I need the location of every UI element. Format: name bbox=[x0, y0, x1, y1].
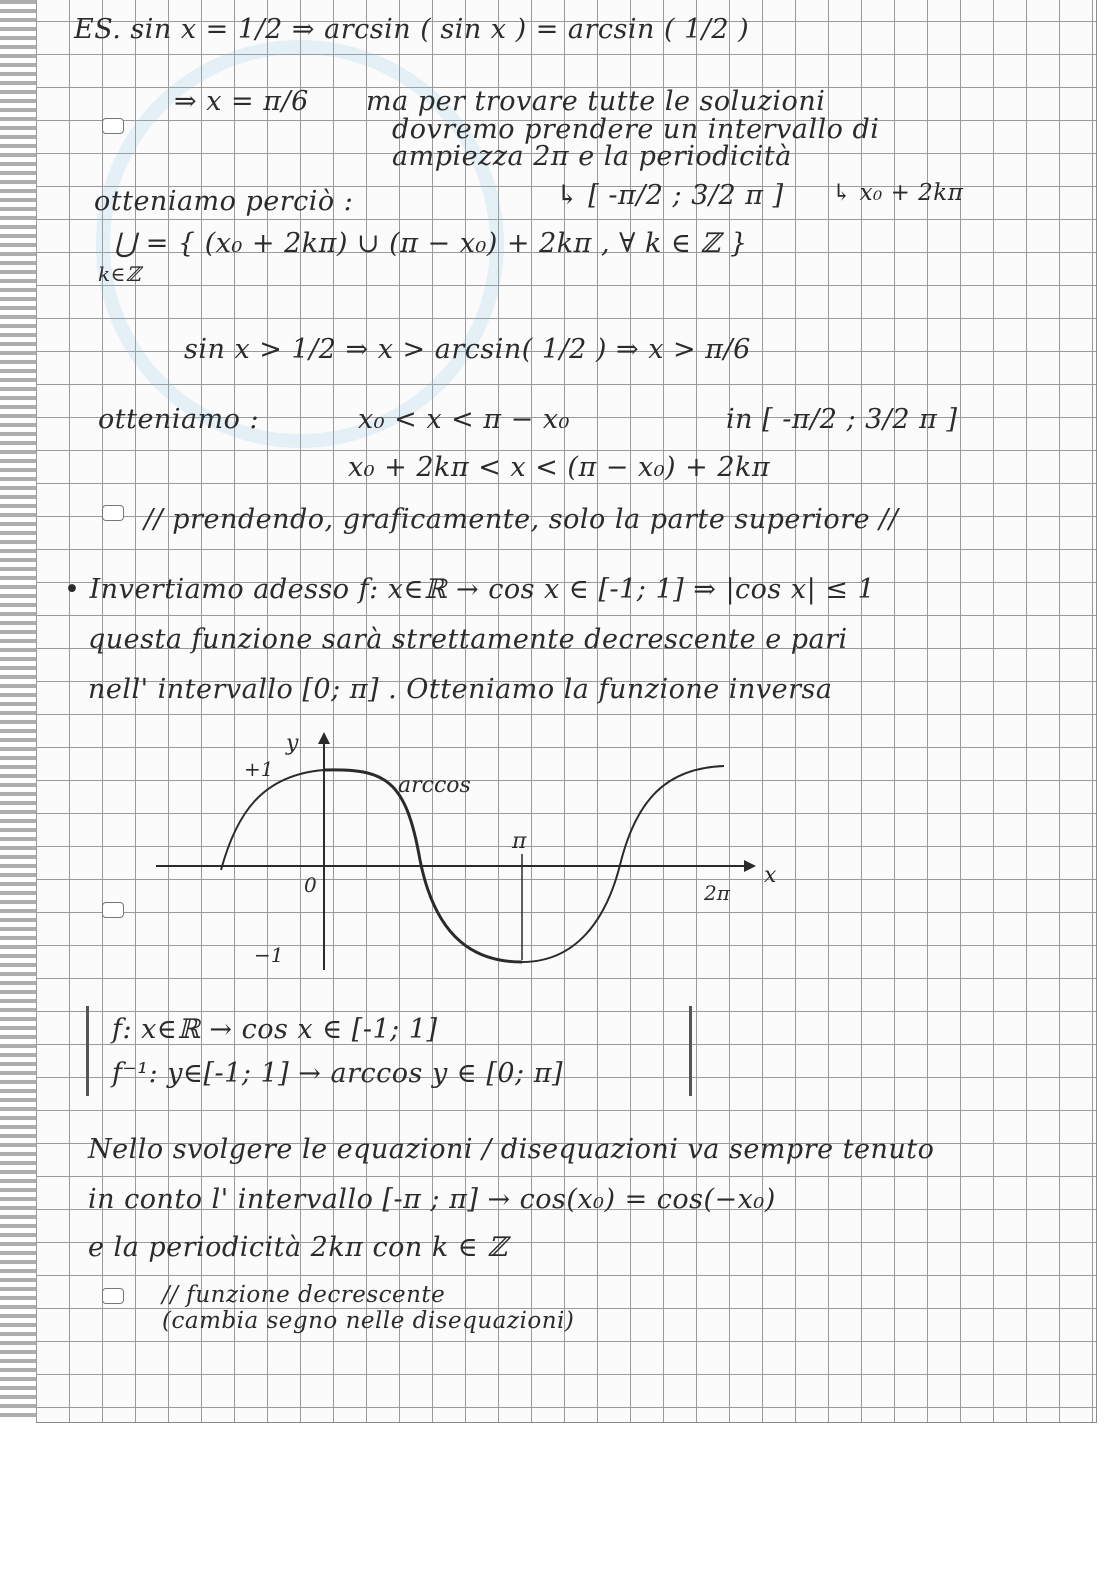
note-line-2: dovremo prendere un intervallo di bbox=[392, 114, 880, 145]
inequality-solution: x₀ < x < π − x₀ bbox=[358, 404, 570, 435]
x-axis-arrow-icon bbox=[744, 860, 756, 872]
interval-note: ↳ [ -π/2 ; 3/2 π ] bbox=[556, 180, 784, 211]
arccos-label: arccos bbox=[398, 773, 471, 798]
cosine-curve bbox=[221, 766, 724, 962]
general-solution: x₀ + 2kπ < x < (π − x₀) + 2kπ bbox=[348, 452, 771, 483]
x-axis-label: x bbox=[764, 863, 777, 888]
decreasing-line: questa funzione sarà strettamente decrescente e pari bbox=[88, 624, 848, 655]
two-pi-label: 2π bbox=[704, 881, 730, 905]
obtain-label: otteniamo : bbox=[98, 404, 260, 435]
minus-one-label: −1 bbox=[254, 943, 284, 967]
invert-line: • Invertiamo adesso f: x∈ℝ → cos x ∈ [-1; 1] ⇒ |cos x| ≤ 1 bbox=[64, 574, 876, 605]
summary-function: f: x∈ℝ → cos x ∈ [-1; 1] bbox=[112, 1014, 438, 1045]
note-sign-change: (cambia segno nelle disequazioni) bbox=[162, 1308, 575, 1334]
solution-x: ⇒ x = π/6 bbox=[174, 86, 309, 117]
grid-paper bbox=[36, 0, 1097, 1423]
origin-label: 0 bbox=[304, 873, 317, 897]
pi-label: π bbox=[512, 829, 527, 854]
plus-one-label: +1 bbox=[244, 757, 274, 781]
punch-hole bbox=[102, 1288, 124, 1304]
inequality-line: sin x > 1/2 ⇒ x > arcsin( 1/2 ) ⇒ x > π/6 bbox=[184, 334, 751, 365]
y-axis-arrow-icon bbox=[318, 732, 330, 744]
interval-line: nell' intervallo [0; π] . Otteniamo la funzione inversa bbox=[88, 674, 833, 705]
union-formula: ⋃ = { (x₀ + 2kπ) ∪ (π − x₀) + 2kπ , ∀ k ∈ ℤ } bbox=[114, 228, 748, 259]
note-decreasing: // funzione decrescente bbox=[162, 1282, 446, 1308]
note-interval: in conto l' intervallo [-π ; π] → cos(x₀) = cos(−x₀) bbox=[88, 1184, 776, 1215]
punch-hole bbox=[102, 505, 124, 521]
example-line: ES. sin x = 1/2 ⇒ arcsin ( sin x ) = arcsin ( 1/2 ) bbox=[74, 14, 750, 45]
period-note: ↳ x₀ + 2kπ bbox=[832, 180, 964, 206]
note-line-1: ma per trovare tutte le soluzioni bbox=[366, 86, 826, 117]
summary-inverse: f⁻¹: y∈[-1; 1] → arccos y ∈ [0; π] bbox=[112, 1058, 564, 1089]
graph-note: // prendendo, graficamente, solo la parte superiore // bbox=[144, 504, 899, 535]
y-axis-label: y bbox=[286, 731, 299, 756]
result-intro: otteniamo perciò : bbox=[94, 186, 354, 217]
union-subscript: k∈ℤ bbox=[98, 262, 142, 286]
cosine-graph bbox=[36, 720, 1036, 990]
note-line-3: ampiezza 2π e la periodicità bbox=[392, 141, 792, 172]
note-equations: Nello svolgere le equazioni / disequazioni va sempre tenuto bbox=[88, 1134, 935, 1165]
note-periodicity: e la periodicità 2kπ con k ∈ ℤ bbox=[88, 1232, 508, 1263]
punch-hole bbox=[102, 118, 124, 134]
interval-label: in [ -π/2 ; 3/2 π ] bbox=[726, 404, 958, 435]
spiral-binding bbox=[0, 0, 36, 1422]
